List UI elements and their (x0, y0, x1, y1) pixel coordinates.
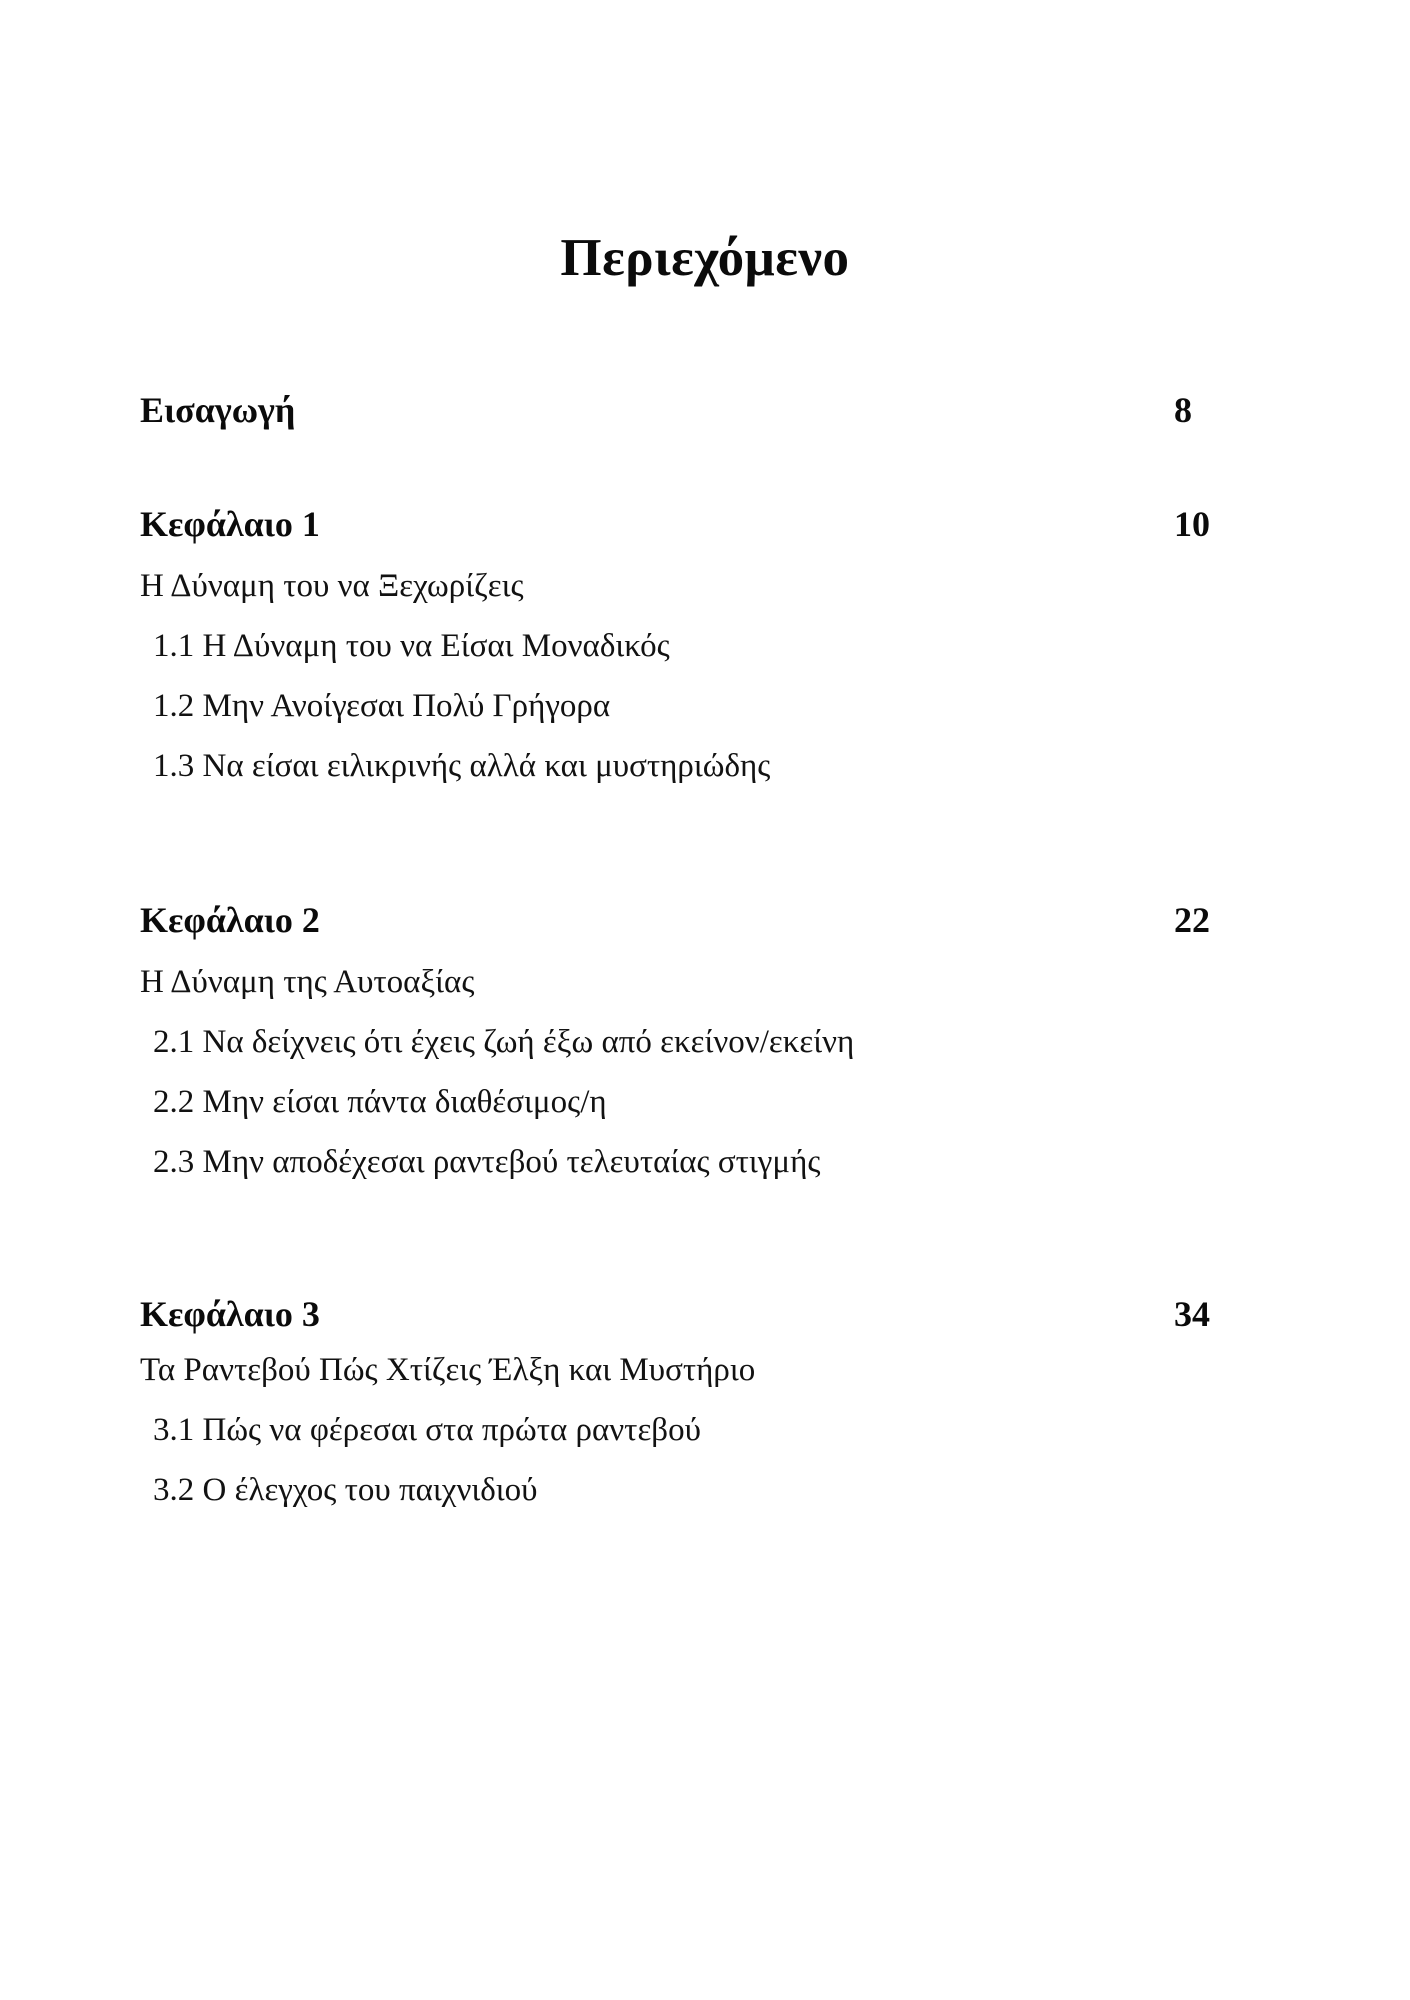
list-item[interactable]: 1.3 Να είσαι ειλικρινής αλλά και μυστηριώδης (153, 748, 771, 784)
list-item[interactable]: 2.2 Μην είσαι πάντα διαθέσιμος/η (153, 1084, 607, 1120)
toc-content (140, 0, 1270, 1507)
toc-entry-chapter-1[interactable] (140, 506, 1270, 783)
intro-page-number: 8 (1174, 390, 1192, 430)
entry-row (140, 392, 1270, 428)
section-gap (140, 783, 1270, 902)
list-item[interactable]: 2.3 Μην αποδέχεσαι ραντεβού τελευταίας στιγμής (153, 1144, 821, 1180)
intro-title[interactable]: Εισαγωγή (140, 390, 296, 430)
chapter-2-subtitle: Η Δύναμη της Αυτοαξίας (140, 964, 475, 1000)
entry-row (140, 902, 1270, 938)
title-spacer (140, 285, 1270, 392)
chapter-2-title[interactable]: Κεφάλαιο 2 (140, 900, 320, 940)
list-item[interactable]: 3.1 Πώς να φέρεσαι στα πρώτα ραντεβού (153, 1412, 701, 1448)
chapter-3-page-number: 34 (1174, 1294, 1210, 1334)
section-gap (140, 1179, 1270, 1296)
page-title: Περιεχόμενο (560, 229, 850, 287)
chapter-1-page-number: 10 (1174, 504, 1210, 544)
chapter-3-title[interactable]: Κεφάλαιο 3 (140, 1294, 320, 1334)
chapter-2-section-list (140, 1026, 1270, 1179)
chapter-3-section-list (140, 1414, 1270, 1507)
entry-row (140, 506, 1270, 542)
chapter-1-subtitle: Η Δύναμη του να Ξεχωρίζεις (140, 568, 524, 604)
toc-entry-chapter-2[interactable] (140, 902, 1270, 1179)
section-gap (140, 428, 1270, 506)
chapter-1-title[interactable]: Κεφάλαιο 1 (140, 504, 320, 544)
entry-row (140, 1296, 1270, 1332)
list-item[interactable]: 1.2 Μην Ανοίγεσαι Πολύ Γρήγορα (153, 688, 611, 724)
chapter-2-page-number: 22 (1174, 900, 1210, 940)
chapter-1-section-list (140, 630, 1270, 783)
list-item[interactable]: 1.1 Η Δύναμη του να Είσαι Μοναδικός (153, 628, 670, 664)
toc-entry-chapter-3[interactable] (140, 1296, 1270, 1507)
chapter-3-subtitle: Τα Ραντεβού Πώς Χτίζεις Έλξη και Μυστήριο (140, 1352, 756, 1388)
toc-entry-introduction[interactable] (140, 392, 1270, 428)
list-item[interactable]: 3.2 Ο έλεγχος του παιχνιδιού (153, 1472, 538, 1508)
list-item[interactable]: 2.1 Να δείχνεις ότι έχεις ζωή έξω από εκείνον/εκείνη (153, 1024, 855, 1060)
